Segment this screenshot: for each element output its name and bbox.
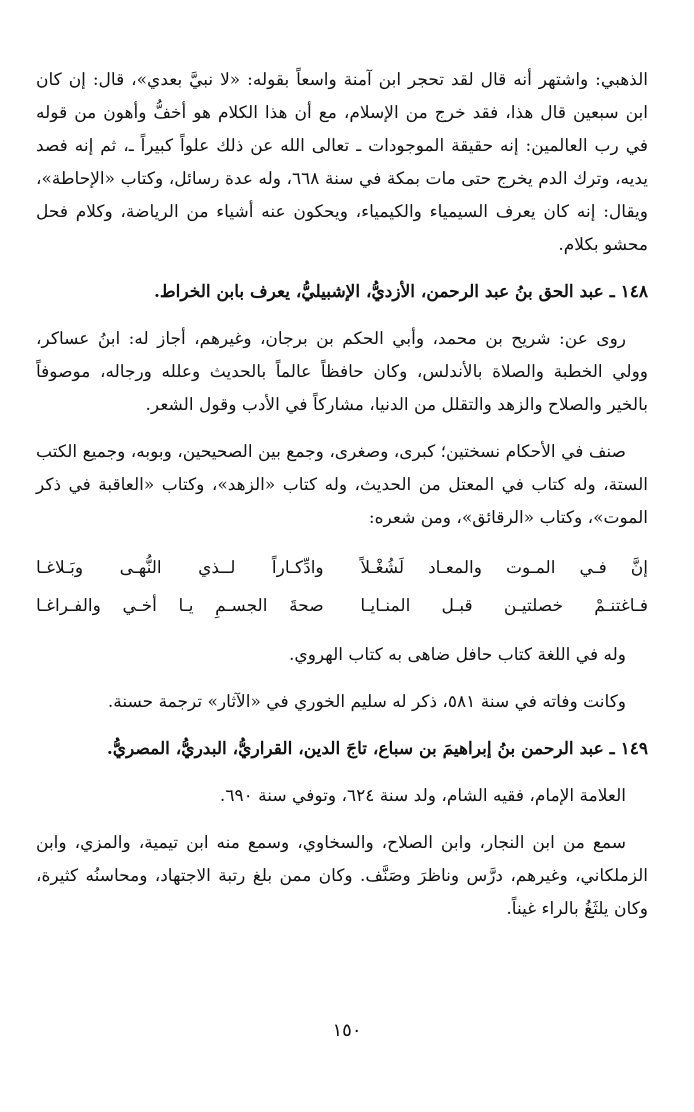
page-body — [36, 64, 648, 940]
entry-148-heading: ١٤٨ ـ عبد الحق بنُ عبد الرحمن، الأزديُّ، الإشبيليُّ، يعرف بابن الخراط. — [154, 282, 648, 302]
page-number: ١٥٠ — [332, 1020, 362, 1041]
poem-line — [36, 549, 648, 587]
paragraph-narrated-from: روى عن: شريح بن محمد، وأبي الحكم بن برجان، وغيرهم، أجاز له: ابنُ عساكر، وولي الخطبة والصلاة بالأندلس، وكان حافظاً عالماً بالحديث وعلله ورجاله، موصوفاً بالخير والصلاح والزهد والتقلل من الدنيا، مشاركاً في الأدب وقول الشعر. — [36, 329, 648, 415]
poem-second-hemistich: وادِّكـاراً لــذي النُّهـى وبَـلاغـا — [36, 558, 324, 578]
paragraph-imam: العلامة الإمام، فقيه الشام، ولد سنة ٦٢٤، وتوفي سنة ٦٩٠. — [219, 786, 626, 806]
paragraph-dhahabi: الذهبي: واشتهر أنه قال لقد تحجر ابن آمنة واسعاً بقوله: «لا نبيَّ بعدي»، قال: إن كان ابن سبعين قال هذا، فقد خرج من الإسلام، مع أن هذا الكلام هو أخفُّ وأهون من قوله في رب العالمين: إنه حقيقة الموجودات ـ تعالى الله عن ذلك علواً كبيراً ـ، ثم إنه فصد يديه، وترك الدم يخرج حتى مات بمكة في سنة ٦٦٨، وله عدة رسائل، وكتاب «الإحاطة»، ويقال: إنه كان يعرف السيمياء والكيمياء، ويحكون عنه أشياء من الرياضة، وكلام فحل محشو بكلام. — [36, 70, 648, 255]
poem-first-hemistich: فـاغتنـمْ خصلتيـن قبـل المنـايـا — [360, 596, 648, 616]
paragraph-lexicon: وله في اللغة كتاب حافل ضاهى به كتاب الهروي. — [288, 645, 626, 665]
poem-first-hemistich: إنَّ فـي المـوت والمعـاد لَشُغْـلاً — [360, 558, 648, 578]
paragraph-heard-from: سمع من ابن النجار، وابن الصلاح، والسخاوي، وسمع منه ابن تيمية، والمزي، وابن الزملكاني، وغيرهم، درَّس وناظرَ وصَنَّف. وكان ممن بلغ رتبة الاجتهاد، ومحاسنُه كثيرة، وكان يلثَغُ بالراء غيناً. — [36, 833, 648, 919]
poem-second-hemistich: صحةَ الجسـمِ يـا أخـي والفـراغـا — [36, 596, 324, 616]
paragraph-works: صنف في الأحكام نسختين؛ كبرى، وصغرى، وجمع بين الصحيحين، وبوبه، وجميع الكتب الستة، وله كتاب في المعتل من الحديث، وله كتاب «الزهد»، وكتاب «العاقبة في ذكر الموت»، وكتاب «الرقائق»، ومن شعره: — [36, 442, 648, 528]
entry-149-heading: ١٤٩ ـ عبد الرحمن بنُ إبراهيمَ بن سباع، تاجَ الدين، القراريُّ، البدريُّ، المصريُّ. — [106, 739, 648, 759]
poem — [36, 549, 648, 625]
poem-line — [36, 587, 648, 625]
paragraph-death: وكانت وفاته في سنة ٥٨١، ذكر له سليم الخوري في «الآثار» ترجمة حسنة. — [107, 692, 626, 712]
